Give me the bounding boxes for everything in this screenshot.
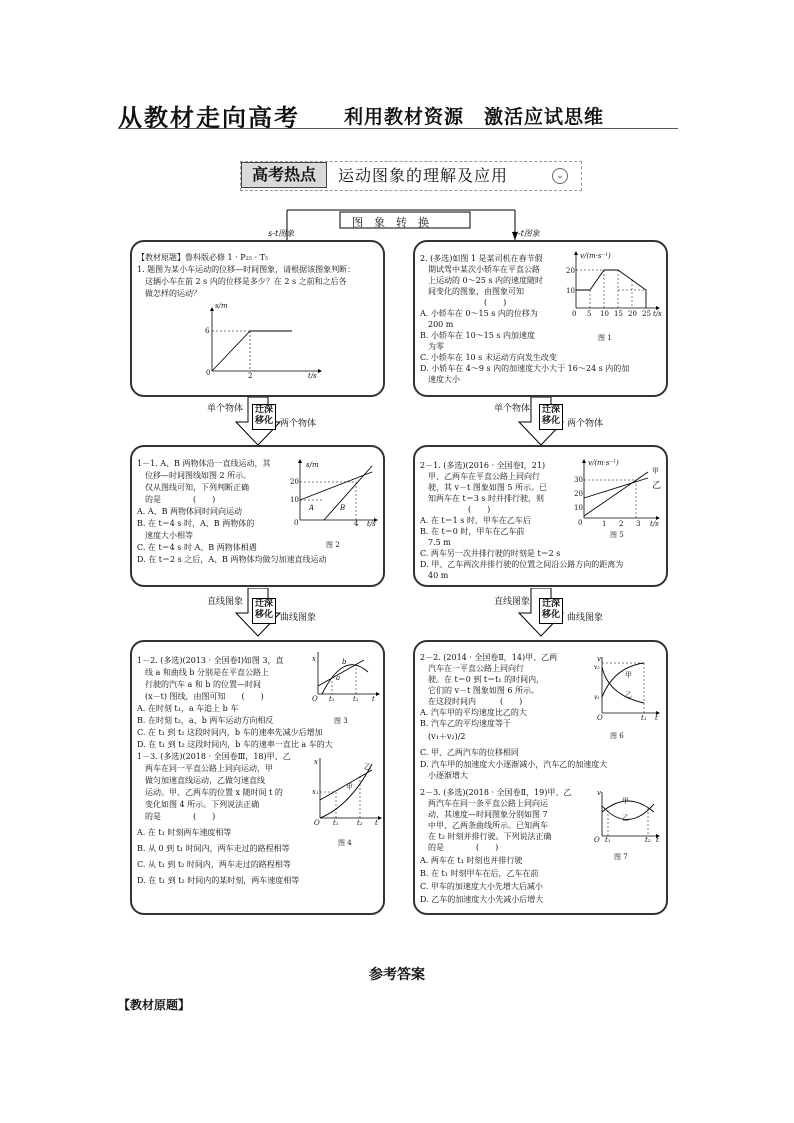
arrow2-right-label: 曲线图象 [280,613,317,623]
box2-graph-xtick-3: 20 [628,310,637,318]
flow-arrows-2 [0,588,794,638]
box4-line-7: 7.5 m [420,538,451,547]
g4-t: t [375,819,378,827]
box4-line-6: B. 在 t＝0 时，甲车在乙车前 [420,527,525,536]
g7-yi: 乙 [622,814,629,822]
box2-line-3: 间变化的图象，由图象可知 [420,287,524,296]
box2-graph-ytick-0: 20 [566,267,575,275]
g7-t2: t₂ [645,836,651,844]
box6-line-13: 动，其速度—时间图象分别如图 7 [420,810,548,819]
arrow1-left-label: 单个物体 [207,404,244,414]
box5-line-5: B. 在时刻 t₂，a、b 两车运动方向相反 [137,716,274,725]
box3-caption: 图 2 [326,541,340,549]
box4-line-9: D. 甲、乙车两次并排行驶的位置之间沿公路方向的距离为 [420,560,624,569]
box6-graph-6 [594,655,662,721]
box4-graph-xlabel: t/s [650,520,659,528]
box2-graph-xlabel: t/s [653,310,662,318]
box4-line-4: ( ) [420,505,491,514]
box6-line-14: 中甲、乙两条曲线所示。已知两车 [420,821,548,830]
g7-jia: 甲 [622,797,629,805]
g6-t1: t₁ [641,714,647,722]
box6-line-8: C. 甲、乙两汽车的位移相同 [420,748,519,757]
box2-line-7: B. 小轿车在 10～15 s 内加速度 [420,331,536,340]
box3-line-3: 的是 ( ) [137,495,216,504]
section-header-right: 利用教材资源 激活应试思维 [344,106,605,128]
arrow2b-right-label: 曲线图象 [567,613,604,623]
g6-v1: v₁ [594,694,600,701]
g4-t2: t₂ [357,819,363,827]
box2-line-1: 期试驾中某次小轿车在平直公路 [420,265,540,274]
hot-topic-title: 运动图象的理解及应用 [338,166,509,185]
arrow1-tag: 迁深 移化 [252,404,276,430]
box2-line-4: ( ) [420,298,507,307]
box3-graph-origin: 0 [294,519,299,527]
flow-connector [0,0,794,250]
box5-line-11: 运动。甲、乙两车的位置 x 随时间 t 的 [137,788,283,797]
arrow2-tag: 迁深 移化 [252,598,276,624]
box2-graph-xtick-4: 25 [642,310,651,318]
box6-line-4: 在这段时间内 ( ) [420,697,523,706]
box5-caption3: 图 3 [334,717,348,725]
g7-o: O [594,836,600,844]
box4-graph-xtick-1: 2 [619,520,624,528]
g4-jia: 甲 [346,783,353,791]
section-header-left: 从教材走向高考 [118,104,300,132]
box5-line-17: D. 在 t₁ 到 t₂ 时间内的某时刻，两车速度相等 [137,876,300,885]
g4-x1: x₁ [312,788,319,796]
box5-line-3: (x－t) 图线，由图可知 ( ) [137,692,264,701]
g6-v: v [597,655,601,663]
box5-line-13: 的是 ( ) [137,812,216,821]
box1-graph-origin: 0 [206,369,211,377]
box3-graph-xlabel: t/s [367,520,376,528]
box5-line-15: B. 从 0 到 t₁ 时间内，两车走过的路程相等 [137,844,290,853]
box1-line-1: 1. 题图为某小车运动的位移—时间图象，请根据该图象判断： [137,265,356,274]
box4-graph-xtick-2: 3 [636,520,641,528]
box6-line-2: 驶。在 t＝0 到 t＝t₁ 的时间内， [420,675,545,684]
box3-line-1: 位移—时间图线如图 2 所示。 [137,471,252,480]
box1-line-2: 这辆小车在前 2 s 内的位移是多少？在 2 s 之前和之后各 [137,277,347,286]
box1-graph-xtick: 2 [248,372,253,380]
box4-graph-origin: 0 [578,519,583,527]
box5-line-8: 1－3. (多选)(2018 · 全国卷Ⅲ，18)甲、乙 [137,752,291,761]
box6-line-18: B. 在 t₁ 时刻甲车在后，乙车在前 [420,869,539,878]
box2-graph-xtick-0: 5 [587,310,592,318]
g6-t: t [655,714,658,722]
box6-line-16: 的是 ( ) [420,843,499,852]
box2-line-8: 为零 [420,342,444,351]
box3-graph-ytick-1: 10 [290,496,299,504]
arrow1b-tag: 迁深 移化 [539,404,563,430]
box4-line-0: 2－1. (多选)(2016 · 全国卷Ⅰ，21) [420,461,546,470]
arrow2-left-label: 直线图象 [207,597,244,607]
box5-line-6: C. 在 t₁ 到 t₂ 这段时间内，b 车的速率先减少后增加 [137,728,323,737]
box5-caption4: 图 4 [338,839,352,847]
box3-graph-B: B [340,504,346,512]
box3-line-0: 1－1. A、B 两物体沿一直线运动，其 [137,459,271,468]
box6-caption7: 图 7 [614,853,628,861]
answer-title: 参考答案 [369,967,425,983]
box3-line-4: A. A、B 两物体同时同向运动 [137,507,243,516]
g3-t1: t₁ [329,695,335,703]
g6-yi: 乙 [625,691,632,699]
box3-graph-ylabel: s/m [306,461,319,469]
box6-line-20: D. 乙车的加速度大小先减小后增大 [420,895,544,904]
box4-vt-graph [574,458,662,528]
box2-line-6: 200 m [420,320,454,329]
box5-line-14: A. 在 t₁ 时刻两车速度相等 [137,828,232,837]
g6-jia: 甲 [625,671,632,679]
box5-line-12: 变化如图 4 所示。下列说法正确 [137,800,260,809]
flow-arrows-1 [0,397,794,447]
box5-line-7: D. 在 t₁ 到 t₂ 这段时间内，b 车的速率一直比 a 车的大 [137,740,333,749]
box6-line-10: 小逐渐增大 [420,771,468,780]
g6-v2: v₂ [594,664,600,671]
box4-graph-ytick-2: 10 [574,504,583,512]
box2-vt-graph [568,250,663,318]
box4-graph-xtick-0: 1 [602,520,607,528]
box2-line-0: 2. (多选)如图 1 是某司机在春节假 [420,254,543,263]
g3-t2: t₂ [353,695,359,703]
box6-line-3: 它们的 v－t 图象如图 6 所示。 [420,686,539,695]
box5-line-0: 1－2. (多选)(2013 · 全国卷Ⅰ)如图 3，直 [137,656,284,665]
box1-graph-xlabel: t/s [308,372,317,380]
box2-line-10: D. 小轿车在 4～9 s 内的加速度大小大于 16～24 s 内的加 [420,364,630,373]
arrow1-right-label: 两个物体 [280,419,317,429]
g3-o: O [312,695,318,703]
box4-line-5: A. 在 t＝1 s 时，甲车在乙车后 [420,516,531,525]
box4-graph-yi: 乙 [652,481,662,491]
box6-line-0: 2－2. (2014 · 全国卷Ⅱ，14)甲、乙两 [420,653,558,662]
box6-line-9: D. 汽车甲的加速度大小逐渐减小，汽车乙的加速度大 [420,760,608,769]
box1-graph-ylabel: s/m [215,302,228,310]
box2-graph-xtick-1: 10 [600,310,609,318]
box4-caption: 图 5 [610,531,624,539]
box3-graph-A: A [309,504,315,512]
box6-line-15: 在 t₂ 时刻并排行驶。下列说法正确 [420,832,552,841]
box5-line-1: 线 a 和曲线 b 分别是在平直公路上 [137,668,270,677]
box4-graph-jia: 甲 [652,467,659,475]
box6-line-17: A. 两车在 t₁ 时刻也并排行驶 [420,856,523,865]
box4-line-2: 驶，其 v－t 图象如图 5 所示。已 [420,483,547,492]
box1-line-0: 【教材原题】鲁科版必修 1 · P₂₅ · T₅ [137,253,269,262]
box5-line-2: 行驶的汽车 a 和 b 的位置—时间 [137,680,262,689]
arrow2b-left-label: 直线图象 [494,597,531,607]
box6-caption6: 图 6 [610,732,624,740]
box4-line-1: 甲、乙两车在平直公路上同向行 [420,472,540,481]
flow-center-label: 图 象 转 换 [352,216,429,229]
box3-line-6: 速度大小相等 [137,531,193,540]
box3-line-5: B. 在 t＝4 s 时，A、B 两物体的 [137,519,255,528]
box4-graph-ylabel: v/(m·s⁻¹) [588,459,619,467]
box1-line-3: 做怎样的运动？ [137,289,201,298]
box5-line-9: 两车在同一平直公路上同向运动，甲 [137,764,273,773]
box5-line-10: 做匀加速直线运动，乙做匀速直线 [137,776,265,785]
box4-line-8: C. 两车另一次并排行驶的时刻是 t＝2 s [420,549,561,558]
box2-line-2: 上运动的 0～25 s 内的速度随时 [420,276,544,285]
g4-o: O [314,819,320,827]
box3-line-7: C. 在 t＝4 s 时 A、B 两物体相遇 [137,543,257,552]
box4-line-10: 40 m [420,571,449,580]
g3-b: b [342,658,347,666]
chevron-down-icon[interactable]: ⌄ [552,168,568,184]
box2-graph-xtick-2: 15 [614,310,623,318]
st-label: s-t图象 [268,229,295,238]
g3-a: a [336,674,341,682]
box2-line-9: C. 小轿车在 10 s 末运动方向发生改变 [420,353,557,362]
arrow1b-right-label: 两个物体 [567,419,604,429]
box6-line-12: 两汽车在同一条平直公路上同向运 [420,799,548,808]
box5-line-4: A. 在时刻 t₁，a 车追上 b 车 [137,704,239,713]
box2-graph-ytick-1: 10 [566,287,575,295]
box1-st-graph [200,305,325,385]
g6-o: O [597,714,603,722]
g4-yi: 乙 [364,763,371,771]
box3-graph-xtick: 4 [354,520,359,528]
box6-line-7: (v₁＋v₂)/2 [420,732,466,741]
box4-graph-ytick-0: 30 [574,476,583,484]
g3-x: x [312,655,316,663]
answer-section: 【教材原题】 [118,998,191,1012]
box2-line-5: A. 小轿车在 0～15 s 内的位移为 [420,309,538,318]
box6-line-5: A. 汽车甲的平均速度比乙的大 [420,708,527,717]
box2-graph-ylabel: v/(m·s⁻¹) [580,252,611,260]
g4-t1: t₁ [333,819,339,827]
box6-line-1: 汽车在一平直公路上同向行 [420,664,524,673]
g4-x: x [314,758,318,766]
box6-line-11: 2－3. (多选)(2018 · 全国卷Ⅱ，19)甲、乙 [420,788,572,797]
box4-graph-ytick-1: 20 [574,490,583,498]
box2-line-11: 速度大小 [420,375,460,384]
g3-t: t [372,695,375,703]
box4-line-3: 知两车在 t＝3 s 时并排行驶，则 [420,494,545,503]
box2-caption: 图 1 [598,334,612,342]
g7-v: v [597,789,601,797]
arrow2b-tag: 迁深 移化 [539,598,563,624]
box6-line-6: B. 汽车乙的平均速度等于 [420,719,511,728]
box1-graph-ytick: 6 [205,327,210,335]
box5-line-16: C. 从 t₁ 到 t₂ 时间内，两车走过的路程相等 [137,860,291,869]
box3-graph-ytick-0: 20 [290,478,299,486]
vt-label: v-t图象 [513,229,540,238]
arrow1b-left-label: 单个物体 [494,404,531,414]
box3-line-2: 仅从图线可知，下列判断正确 [137,483,249,492]
g7-t: t [656,836,659,844]
g7-t1: t₁ [605,836,611,844]
box2-graph-origin: 0 [572,310,577,318]
box6-line-19: C. 甲车的加速度大小先增大后减小 [420,882,543,891]
hot-topic-tag: 高考热点 [241,162,327,188]
box3-line-8: D. 在 t＝2 s 之后，A、B 两物体均做匀加速直线运动 [137,555,327,564]
